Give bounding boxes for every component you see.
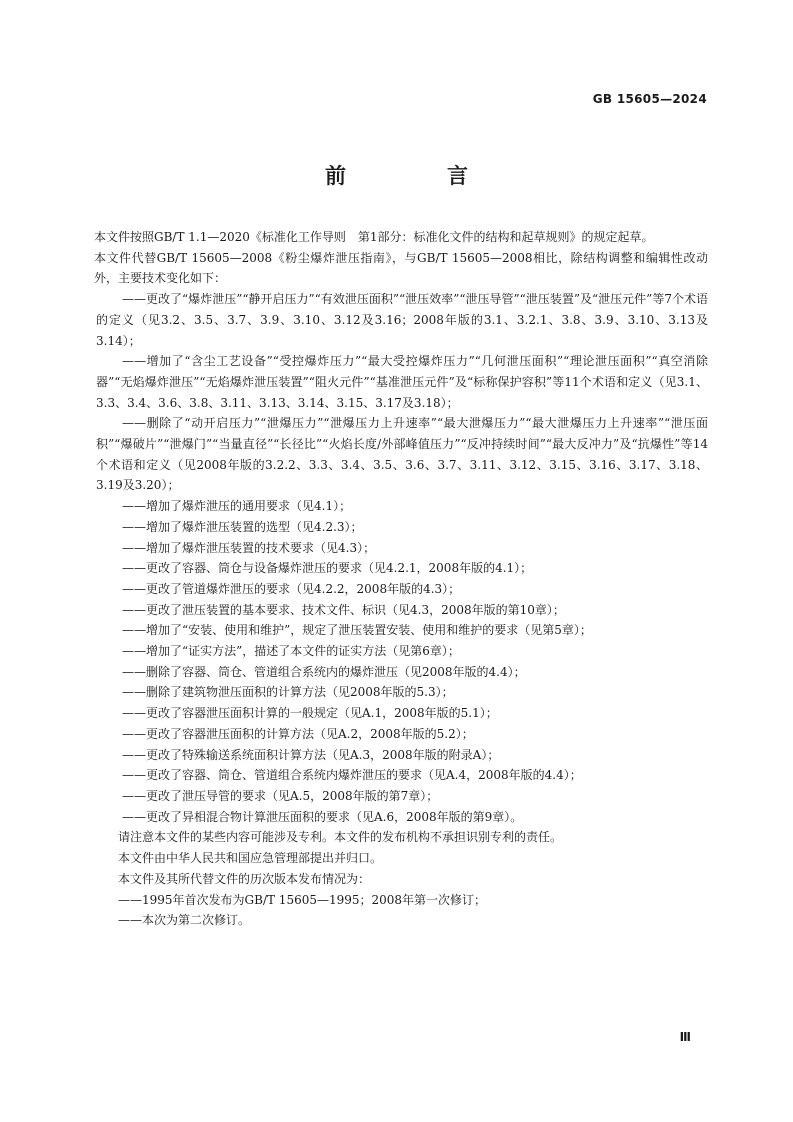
change-item-text: 更改了容器泄压面积计算的一般规定（见A.1，2008年版的5.1）； <box>146 706 498 721</box>
history-item-text: 1995年首次发布为GB/T 15605—1995；2008年第一次修订； <box>142 892 487 907</box>
dash-marker: —— <box>122 706 146 721</box>
dash-marker: —— <box>122 354 146 369</box>
proposer-statement: 本文件由中华人民共和国应急管理部提出并归口。 <box>118 851 383 866</box>
dash-marker: —— <box>122 644 146 659</box>
change-item <box>96 558 708 579</box>
dash-marker: —— <box>118 892 142 907</box>
change-item-text: 更改了泄压导管的要求（见A.5，2008年版的第7章）； <box>146 788 439 803</box>
change-item-text: 更改了泄压装置的基本要求、技术文件、标识（见4.3，2008年版的第10章）； <box>146 602 565 617</box>
change-item-text: 删除了容器、筒仓、管道组合系统内的爆炸泄压（见2008年版的4.4）； <box>146 664 526 679</box>
change-item <box>96 662 708 683</box>
history-item <box>94 910 708 931</box>
change-item <box>96 413 708 496</box>
dash-marker: —— <box>122 540 146 555</box>
change-item <box>96 289 708 351</box>
change-item <box>96 641 708 662</box>
change-item <box>96 724 708 745</box>
change-item-text: 增加了“含尘工艺设备”“受控爆炸压力”“最大受控爆炸压力”“几何泄压面积”“理论泄压面积”“真空消除器”“无焰爆炸泄压”“无焰爆炸泄压装置”“阻火元件”“基准泄压元件”及“标称保护容积”等11个术语和定义（见3.1、3.3、3.4、3.6、3.8、3.11、3.13、3.14、3.15、3.17及3.18）； <box>96 354 708 410</box>
dash-marker: —— <box>122 726 146 741</box>
change-item-text: 增加了“证实方法”，描述了本文件的证实方法（见第6章）； <box>146 644 460 659</box>
page-number: Ⅲ <box>679 1030 691 1044</box>
change-item <box>96 807 708 828</box>
change-item <box>96 517 708 538</box>
change-item-text: 删除了“动开启压力”“泄爆压力”“泄爆压力上升速率”“最大泄爆压力”“最大泄爆压力上升速率”“泄压面积”“爆破片”“泄爆门”“当量直径”“长径比”“火焰长度/外部峰值压力”“反冲持续时间”“最大反冲力”及“抗爆性”等14个术语和定义（见2008年版的3.2.2、3.3、3.4、3.5、3.6、3.7、3.11、3.12、3.15、3.16、3.17、3.18、3.19及3.20）； <box>96 416 708 493</box>
dash-marker: —— <box>122 416 146 431</box>
dash-marker: —— <box>122 685 146 700</box>
dash-marker: —— <box>122 602 146 617</box>
change-item <box>96 496 708 517</box>
dash-marker: —— <box>122 292 146 307</box>
change-item <box>96 786 708 807</box>
change-item-text: 更改了容器、筒仓、管道组合系统内爆炸泄压的要求（见A.4，2008年版的4.4）； <box>146 768 582 783</box>
change-item-text: 增加了爆炸泄压装置的选型（见4.2.3）； <box>146 519 363 534</box>
change-item <box>96 682 708 703</box>
dash-marker: —— <box>122 768 146 783</box>
history-item <box>94 890 708 911</box>
dash-marker: —— <box>118 913 142 928</box>
dash-marker: —— <box>122 499 146 514</box>
change-item <box>96 703 708 724</box>
change-item-text: 更改了“爆炸泄压”“静开启压力”“有效泄压面积”“泄压效率”“泄压导管”“泄压装置”及“泄压元件”等7个术语的定义（见3.2、3.5、3.7、3.9、3.10、3.12及3.16；2008年版的3.1、3.2.1、3.8、3.9、3.10、3.13及3.14）； <box>96 292 708 348</box>
history-item-text: 本次为第二次修订。 <box>142 913 251 928</box>
intro-paragraph-1 <box>94 227 708 248</box>
change-item-text: 更改了管道爆炸泄压的要求（见4.2.2，2008年版的4.3）； <box>146 581 461 596</box>
patent-notice: 请注意本文件的某些内容可能涉及专利。本文件的发布机构不承担识别专利的责任。 <box>118 830 563 845</box>
dash-marker: —— <box>122 809 146 824</box>
change-item <box>96 620 708 641</box>
intro-text-2: 本文件代替GB/T 15605—2008《粉尘爆炸泄压指南》，与GB/T 15605—2008相比，除结构调整和编辑性改动外，主要技术变化如下： <box>94 250 708 286</box>
dash-marker: —— <box>122 623 146 638</box>
change-item-text: 增加了爆炸泄压的通用要求（见4.1）； <box>146 499 352 514</box>
foreword-body <box>96 227 708 931</box>
change-item-text: 增加了爆炸泄压装置的技术要求（见4.3）； <box>146 540 376 555</box>
history-intro: 本文件及其所代替文件的历次版本发布情况为： <box>118 871 371 886</box>
intro-text-1: 本文件按照GB/T 1.1—2020《标准化工作导则 第1部分：标准化文件的结构和起草规则》的规定起草。 <box>94 230 654 244</box>
change-item-text: 增加了“安装、使用和维护”，规定了泄压装置安装、使用和维护的要求（见第5章）； <box>146 623 592 638</box>
change-item <box>96 765 708 786</box>
change-item <box>96 538 708 559</box>
change-item-text: 删除了建筑物泄压面积的计算方法（见2008年版的5.3）； <box>146 685 454 700</box>
change-item-text: 更改了容器泄压面积的计算方法（见A.2，2008年版的5.2）； <box>146 726 474 741</box>
change-item-text: 更改了容器、筒仓与设备爆炸泄压的要求（见4.2.1，2008年版的4.1）； <box>146 561 533 576</box>
change-item <box>96 745 708 766</box>
changes-list <box>96 289 708 827</box>
dash-marker: —— <box>122 788 146 803</box>
intro-paragraph-2 <box>94 248 708 289</box>
dash-marker: —— <box>122 519 146 534</box>
history-list <box>96 890 708 931</box>
dash-marker: —— <box>122 581 146 596</box>
change-item <box>96 579 708 600</box>
page-title: 前 言 <box>325 164 508 188</box>
standard-code: GB 15605—2024 <box>592 92 707 106</box>
dash-marker: —— <box>122 747 146 762</box>
change-item-text: 更改了异相混合物计算泄压面积的要求（见A.6，2008年版的第9章）。 <box>146 809 523 824</box>
change-item <box>96 351 708 413</box>
dash-marker: —— <box>122 664 146 679</box>
change-item <box>96 600 708 621</box>
change-item-text: 更改了特殊输送系统面积计算方法（见A.3，2008年版的附录A）； <box>146 747 500 762</box>
dash-marker: —— <box>122 561 146 576</box>
